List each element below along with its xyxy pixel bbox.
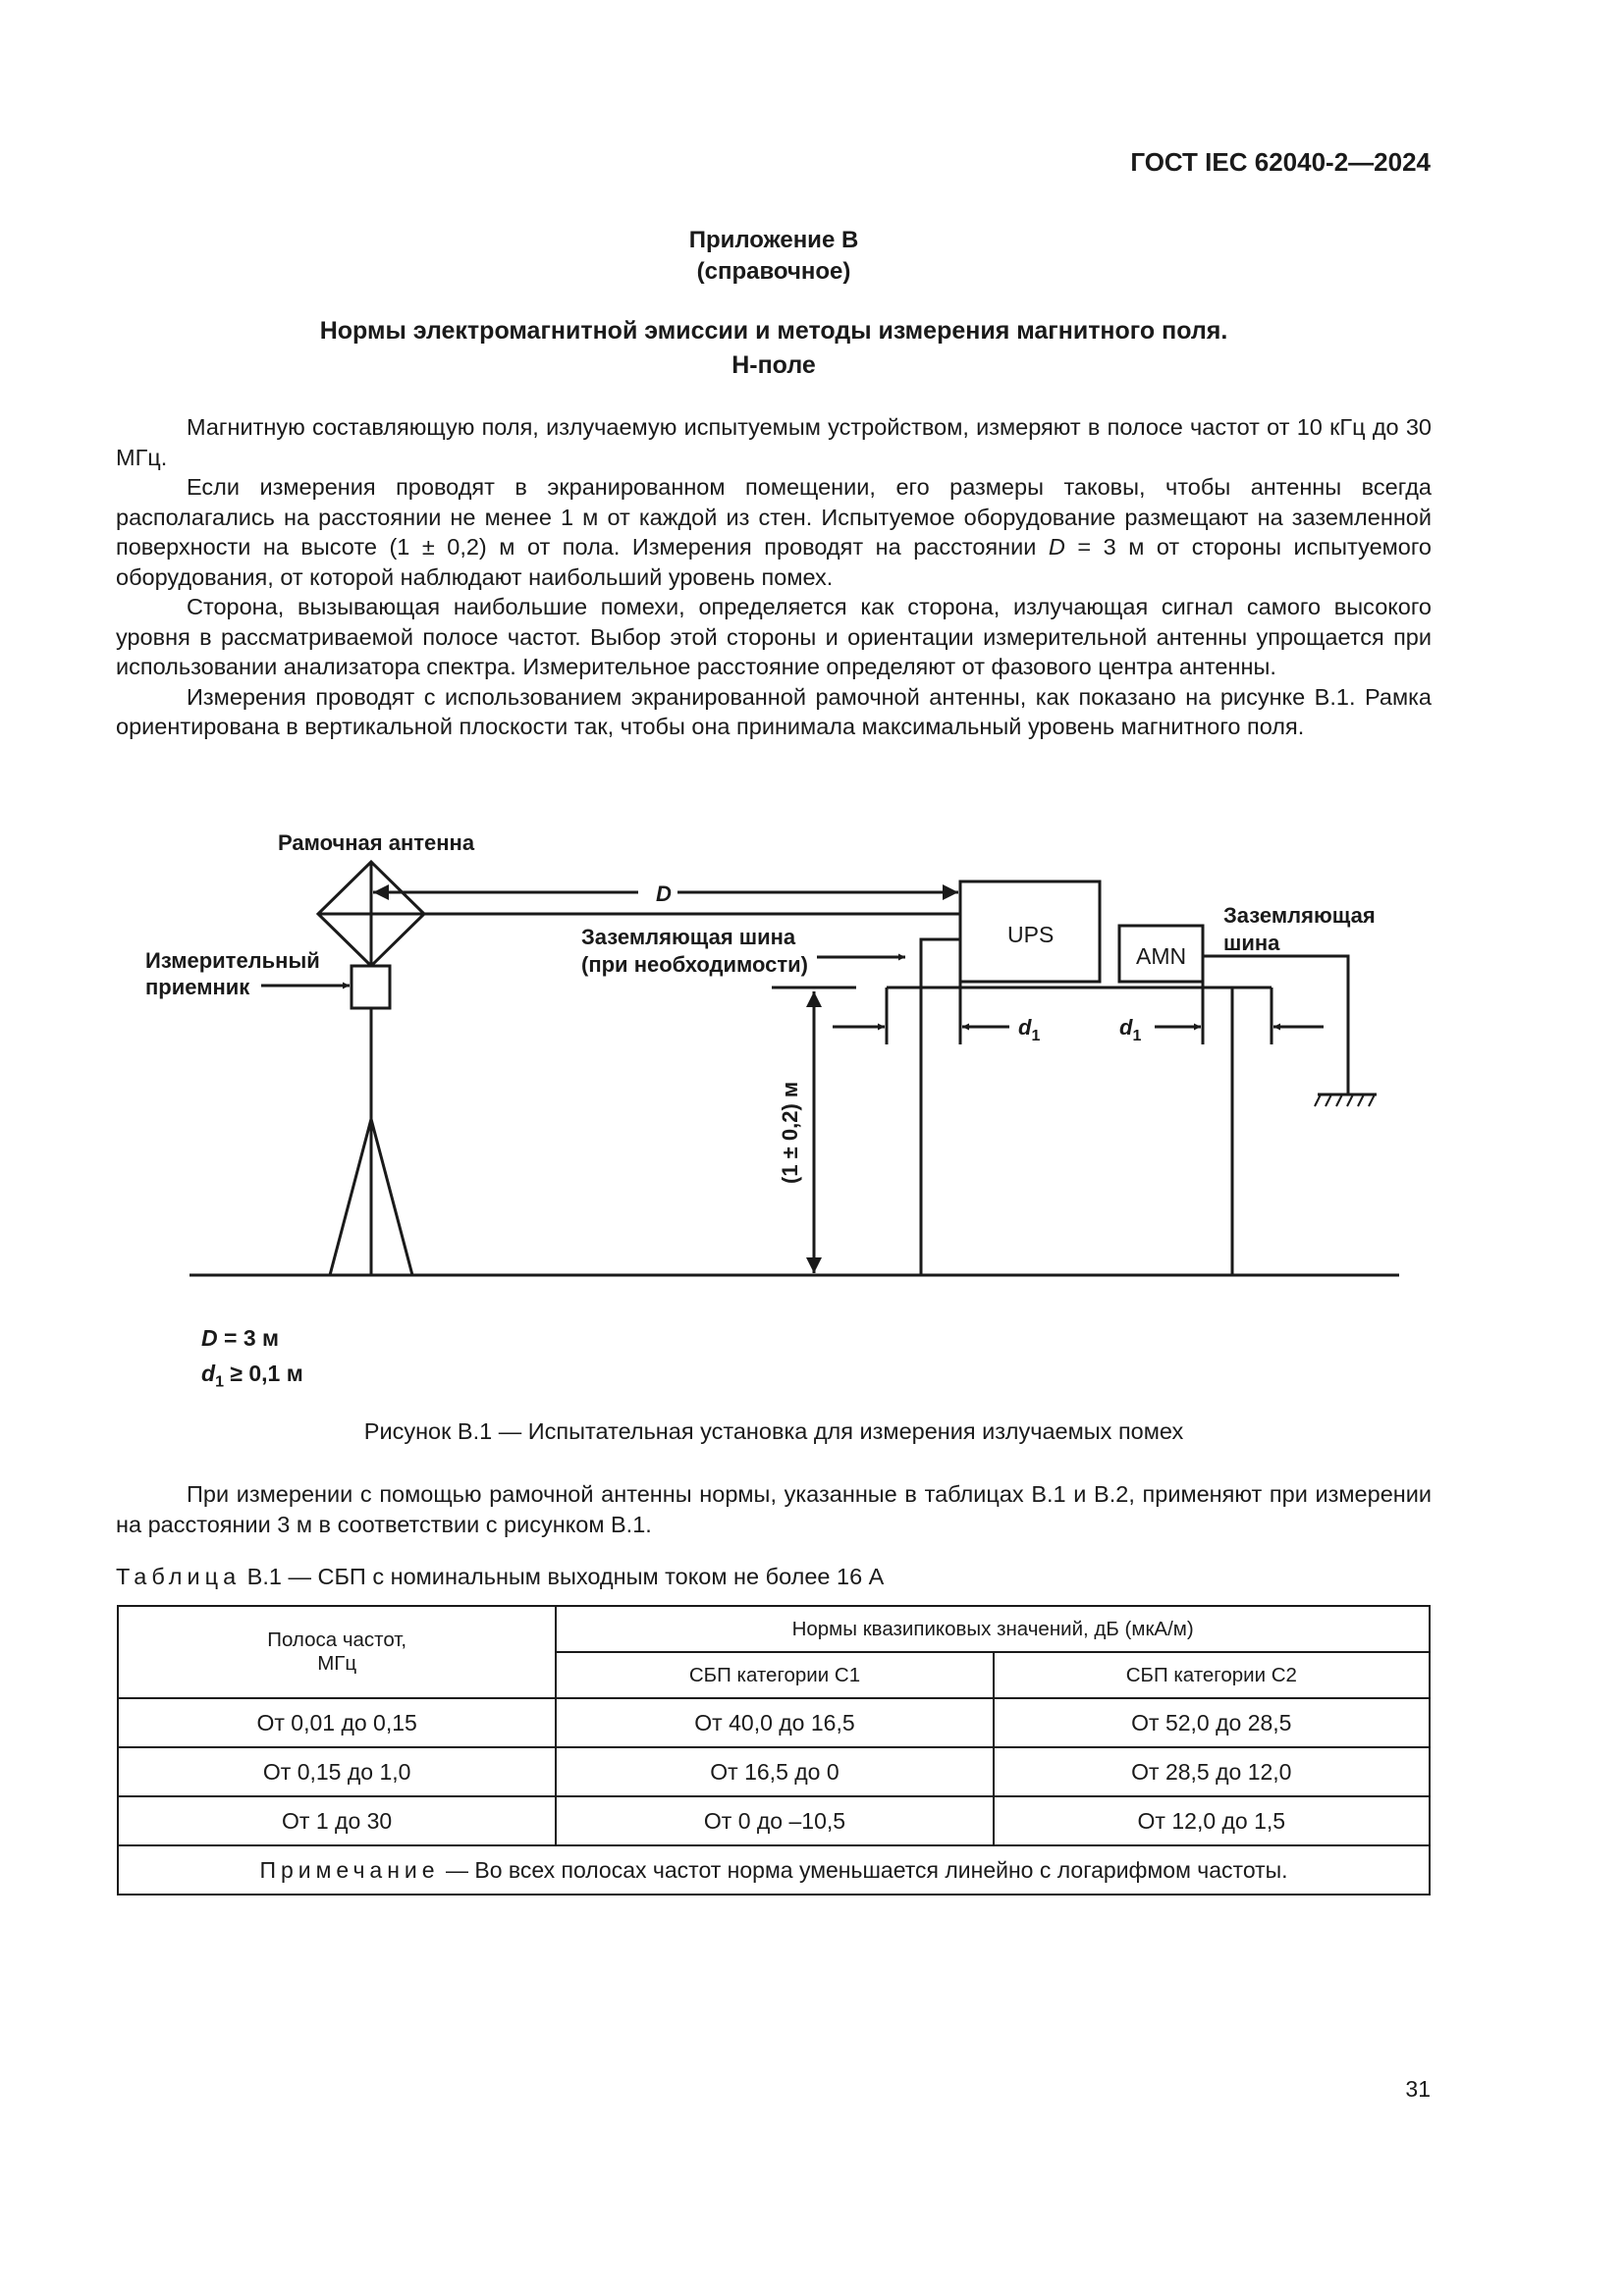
paragraph-4: Измерения проводят с использованием экранированной рамочной антенны, как показано на рисунке B.1. Рамка ориентирована в вертикальной плоскости так, чтобы она принимала максимальный уровень магнитного поля. — [116, 683, 1432, 739]
table-cell: От 0 до –10,5 — [556, 1796, 993, 1845]
legend-d1-subscript: 1 — [215, 1373, 224, 1391]
body-text — [116, 412, 1432, 742]
table-cell: От 28,5 до 12,0 — [994, 1747, 1430, 1796]
loop-antenna-label: Рамочная антенна — [278, 830, 475, 855]
annex-heading — [116, 225, 1432, 288]
table-caption — [116, 1564, 884, 1590]
d1-right-subscript: 1 — [1132, 1028, 1142, 1044]
annex-title: Приложение B — [688, 227, 859, 253]
emission-limits-table — [117, 1605, 1431, 1896]
table-row — [118, 1698, 1430, 1747]
table-note-word: Примечание — [259, 1856, 440, 1883]
ups-label: UPS — [1007, 922, 1055, 947]
paragraph-3: Сторона, вызывающая наибольшие помехи, определяется как сторона, излучающая сигнал самого высокого уровня в рассматриваемой полосе частот. Выбор этой стороны и ориентации измерительной антенны упрощается при использовании анализатора спектра. Измерительное расстояние определяют от фазового центра антенны. — [116, 594, 1432, 679]
figure-caption: Рисунок B.1 — Испытательная установка для измерения излучаемых помех — [363, 1418, 1184, 1444]
optional-ground-bus — [921, 939, 960, 988]
paragraph-2-part-a: Если измерения проводят в экранированном помещении, его размеры таковы, чтобы антенны всегда располагались на расстоянии не менее 1 м от каждой из стен. Испытуемое оборудование размещают на заземленной поверхности на высоте (1 ± 0,2) м от пола. Измерения проводят на расстоянии — [116, 474, 1432, 560]
paragraph-2-part-b: = 3 м от стороны испытуемого оборудования, от которой наблюдают наибольший уровень помех. — [116, 534, 1432, 590]
table-caption-rest: B.1 — СБП с номинальным выходным током не более 16 А — [241, 1564, 885, 1589]
header-frequency-band — [118, 1606, 556, 1698]
paragraph-2 — [116, 472, 1432, 592]
tripod-leg — [371, 1119, 412, 1275]
receiver-label-line2: приемник — [145, 975, 250, 999]
table-cell: От 0,15 до 1,0 — [118, 1747, 556, 1796]
table-note — [118, 1845, 1430, 1895]
table-cell: От 0,01 до 0,15 — [118, 1698, 556, 1747]
table-cell: От 16,5 до 0 — [556, 1747, 993, 1796]
table-cell: От 40,0 до 16,5 — [556, 1698, 993, 1747]
table-cell: От 52,0 до 28,5 — [994, 1698, 1430, 1747]
section-title-line2: Н-поле — [731, 351, 816, 379]
table-note-text: — Во всех полосах частот норма уменьшается линейно с логарифмом частоты. — [439, 1856, 1288, 1883]
receiver-label-line1: Измерительный — [145, 948, 320, 973]
legend-d1-symbol: d — [201, 1361, 216, 1386]
legend-distance-value: = 3 м — [217, 1325, 280, 1351]
receiver-symbol — [352, 966, 390, 1008]
d1-left-subscript: 1 — [1031, 1028, 1041, 1044]
tripod-leg — [330, 1119, 371, 1275]
d1-right-symbol: d — [1119, 1015, 1133, 1040]
section-title-line1: Нормы электромагнитной эмиссии и методы измерения магнитного поля. — [319, 317, 1228, 345]
distance-symbol: D — [1048, 534, 1065, 560]
page-number: 31 — [1405, 2076, 1431, 2102]
ground-bus-label-line2: шина — [1223, 931, 1280, 955]
d1-right-label — [1119, 1015, 1141, 1044]
legend-distance — [201, 1320, 303, 1356]
d1-left-symbol: d — [1018, 1015, 1032, 1040]
table-caption-word: Таблица — [116, 1564, 242, 1589]
legend-d1 — [201, 1356, 303, 1401]
table-cell: От 12,0 до 1,5 — [994, 1796, 1430, 1845]
annex-subtitle: (справочное) — [696, 258, 851, 285]
legend-distance-symbol: D — [201, 1325, 218, 1351]
legend-d1-value: ≥ 0,1 м — [223, 1361, 303, 1386]
header-frequency-band-line1: Полоса частот, — [267, 1629, 407, 1651]
table-row — [118, 1796, 1430, 1845]
optional-ground-bus-label-line1: Заземляющая шина — [581, 925, 796, 949]
header-category-c2: СБП категории С2 — [994, 1652, 1430, 1698]
figure-legend — [201, 1320, 303, 1401]
header-frequency-band-line2: МГц — [317, 1652, 357, 1675]
optional-ground-bus-label-line2: (при необходимости) — [581, 952, 809, 977]
header-category-c1: СБП категории С1 — [556, 1652, 993, 1698]
height-label: (1 ± 0,2) м — [778, 1081, 802, 1184]
table-cell: От 1 до 30 — [118, 1796, 556, 1845]
section-title — [116, 314, 1432, 383]
standard-designation: ГОСТ IEC 62040-2—2024 — [1130, 147, 1431, 177]
amn-label: AMN — [1136, 943, 1187, 969]
header-norms: Нормы квазипиковых значений, дБ (мкА/м) — [556, 1606, 1430, 1652]
d1-left-label — [1018, 1015, 1040, 1044]
paragraph-1: Магнитную составляющую поля, излучаемую испытуемым устройством, измеряют в полосе частот от 10 кГц до 30 МГц. — [116, 414, 1432, 470]
paragraph-after-figure: При измерении с помощью рамочной антенны нормы, указанные в таблицах B.1 и B.2, применяют при измерении на расстоянии 3 м в соответствии с рисунком B.1. — [116, 1481, 1432, 1537]
table-row — [118, 1747, 1430, 1796]
distance-label: D — [656, 881, 672, 906]
ground-bus-label-line1: Заземляющая — [1223, 903, 1376, 928]
